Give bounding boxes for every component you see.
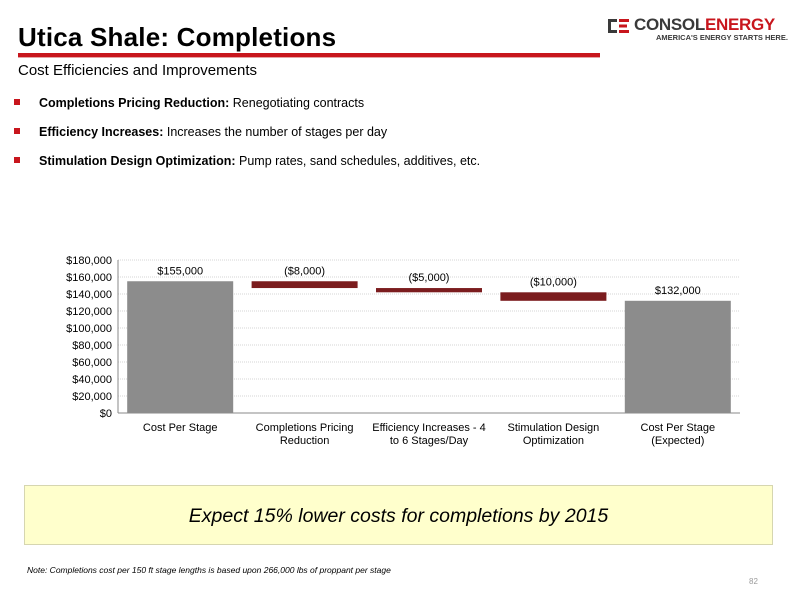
- y-tick-label: $140,000: [66, 289, 112, 301]
- bullet-item: [14, 153, 784, 182]
- y-tick-label: $40,000: [72, 374, 112, 386]
- y-tick-label: $60,000: [72, 357, 112, 369]
- bullet-square-icon: [14, 99, 20, 105]
- callout-box: [24, 485, 773, 545]
- logo-name-part2: ENERGY: [704, 15, 775, 34]
- logo-wordmark: [634, 15, 775, 35]
- bar: [625, 301, 731, 413]
- consol-logo-mark-icon: [608, 17, 630, 35]
- footnote: Note: Completions cost per 150 ft stage lengths is based upon 266,000 lbs of proppant per stage: [27, 565, 391, 575]
- company-logo: [608, 15, 788, 45]
- page-title: Utica Shale: Completions: [18, 22, 337, 52]
- bullet-heading: Stimulation Design Optimization:: [39, 154, 236, 168]
- x-tick-label: Reduction: [279, 435, 330, 447]
- data-label: $132,000: [654, 284, 701, 297]
- bullet-heading: Efficiency Increases:: [39, 125, 164, 139]
- y-tick-label: $100,000: [66, 323, 112, 335]
- x-tick-label: Cost Per Stage: [142, 422, 218, 434]
- bullet-item: [14, 95, 784, 124]
- bar: [127, 281, 233, 413]
- bullet-text: Renegotiating contracts: [229, 96, 365, 110]
- bullet-list: [14, 95, 784, 182]
- logo-tagline: AMERICA'S ENERGY STARTS HERE.: [656, 33, 788, 42]
- y-tick-label: $120,000: [66, 306, 112, 318]
- x-tick-label: Cost Per Stage: [640, 422, 716, 434]
- data-label: ($8,000): [284, 265, 326, 278]
- bullet-square-icon: [14, 157, 20, 163]
- x-tick-label: Optimization: [522, 435, 584, 447]
- bar: [252, 281, 358, 288]
- bullet-item: [14, 124, 784, 153]
- bullet-square-icon: [14, 128, 20, 134]
- x-tick-label: to 6 Stages/Day: [389, 435, 469, 447]
- y-tick-label: $0: [99, 408, 112, 420]
- data-label: $155,000: [157, 265, 204, 278]
- bullet-heading: Completions Pricing Reduction:: [39, 96, 230, 110]
- data-label: ($10,000): [529, 276, 577, 289]
- x-tick-label: (Expected): [651, 435, 705, 447]
- y-tick-label: $180,000: [66, 255, 112, 267]
- data-label: ($5,000): [408, 272, 450, 285]
- logo-name-part1: CONSOL: [634, 15, 705, 34]
- y-tick-label: $80,000: [72, 340, 112, 352]
- bar: [500, 292, 606, 301]
- title-rule-shadow: [18, 57, 600, 58]
- waterfall-chart: [0, 245, 800, 460]
- callout-text: Expect 15% lower costs for completions by 2015: [188, 505, 609, 527]
- bullet-text: Increases the number of stages per day: [163, 125, 388, 139]
- x-tick-label: Efficiency Increases - 4: [372, 422, 486, 434]
- y-tick-label: $160,000: [66, 272, 112, 284]
- y-tick-label: $20,000: [72, 391, 112, 403]
- bullet-text: Pump rates, sand schedules, additives, etc.: [235, 154, 481, 168]
- bar: [376, 288, 482, 292]
- page-subtitle: Cost Efficiencies and Improvements: [18, 62, 257, 79]
- x-tick-label: Stimulation Design: [507, 422, 600, 434]
- page-number: 82: [749, 577, 758, 586]
- x-tick-label: Completions Pricing: [255, 422, 354, 434]
